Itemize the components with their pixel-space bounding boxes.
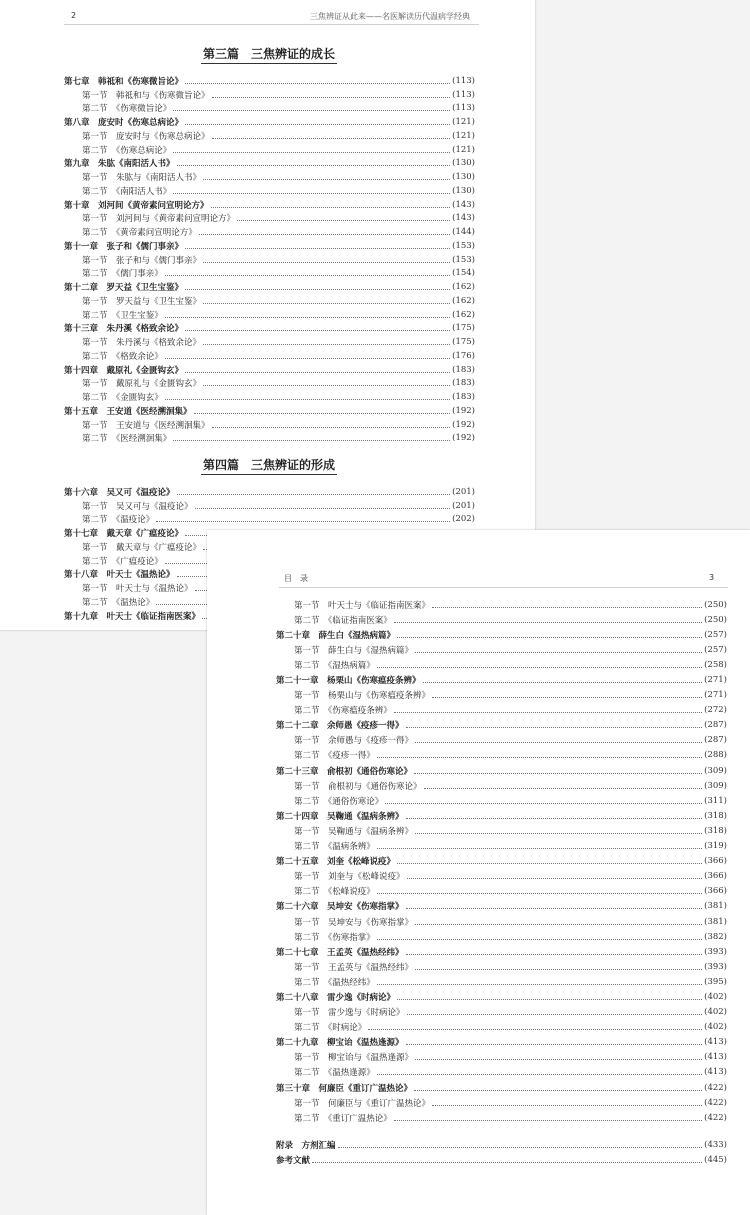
toc-section-entry bbox=[276, 642, 727, 657]
toc-entry-page: (250) bbox=[704, 614, 727, 625]
toc-section-entry bbox=[64, 253, 475, 267]
toc-section-entry bbox=[64, 432, 475, 446]
toc-entry-title: 第十六章 吴又可《温疫论》 bbox=[64, 487, 175, 498]
toc-entry-title: 参考文献 bbox=[276, 1155, 311, 1166]
toc-entry-title: 第二十二章 余师愚《疫疹一得》 bbox=[276, 721, 404, 732]
leader-dots bbox=[312, 1161, 702, 1163]
toc-section-entry bbox=[276, 1050, 727, 1065]
leader-dots bbox=[432, 606, 702, 608]
toc-entry-page: (257) bbox=[704, 644, 727, 655]
toc-entry-title: 第十一章 张子和《儒门事亲》 bbox=[64, 241, 184, 252]
leader-dots bbox=[377, 1073, 702, 1075]
leader-dots bbox=[173, 109, 450, 111]
toc-section-entry bbox=[276, 793, 727, 808]
toc-entry-title: 第一节 刘奎与《松峰说疫》 bbox=[294, 872, 405, 883]
leader-dots bbox=[185, 82, 450, 84]
toc-entry-page: (288) bbox=[704, 750, 727, 761]
toc-entry-page: (413) bbox=[704, 1052, 727, 1063]
toc-entry-page: (121) bbox=[452, 130, 475, 141]
toc-entry-page: (445) bbox=[704, 1154, 727, 1165]
toc-section-entry bbox=[64, 170, 475, 184]
toc-section-entry bbox=[64, 418, 475, 432]
toc-entry-title: 第二节 《温热经纬》 bbox=[294, 977, 375, 988]
leader-dots bbox=[415, 741, 702, 743]
leader-dots bbox=[397, 862, 702, 864]
toc-entry-page: (121) bbox=[452, 144, 475, 155]
toc-entry-title: 第二节 《湿热病篇》 bbox=[294, 660, 375, 671]
toc-entry-page: (366) bbox=[704, 856, 727, 867]
toc-entry-title: 第一节 叶天士与《温热论》 bbox=[82, 584, 193, 595]
leader-dots bbox=[211, 206, 451, 208]
toc-entry-title: 第二节 《重订广温热论》 bbox=[294, 1113, 392, 1124]
toc-entry-page: (402) bbox=[704, 1022, 727, 1033]
toc-chapter-entry bbox=[276, 1152, 727, 1167]
toc-section-entry bbox=[276, 869, 727, 884]
toc-entry-title: 第一节 叶天士与《临证指南医案》 bbox=[294, 600, 431, 611]
toc-chapter-entry bbox=[276, 1080, 727, 1095]
toc-chapter-entry bbox=[276, 627, 727, 642]
leader-dots bbox=[173, 192, 450, 194]
toc-entry-title: 第二节 《温热逢源》 bbox=[294, 1068, 375, 1079]
toc-chapter-entry bbox=[64, 363, 475, 377]
leader-dots bbox=[406, 817, 703, 819]
leader-dots bbox=[177, 493, 451, 495]
toc-entry-title: 第七章 韩祗和《伤寒微旨论》 bbox=[64, 76, 184, 87]
toc-section-entry bbox=[276, 823, 727, 838]
toc-section-entry bbox=[64, 335, 475, 349]
leader-dots bbox=[406, 953, 703, 955]
leader-dots bbox=[397, 636, 702, 638]
leader-dots bbox=[406, 1043, 703, 1045]
leader-dots bbox=[203, 384, 450, 386]
toc-entry-page: (319) bbox=[704, 841, 727, 852]
toc-chapter-entry bbox=[276, 718, 727, 733]
leader-dots bbox=[414, 1089, 702, 1091]
toc-entry-page: (257) bbox=[704, 629, 727, 640]
toc-entry-page: (130) bbox=[452, 185, 475, 196]
toc-entry-title: 第十九章 叶天士《临证指南医案》 bbox=[64, 611, 201, 622]
toc-chapter-entry bbox=[276, 989, 727, 1004]
toc-chapter-entry bbox=[64, 280, 475, 294]
leader-dots bbox=[212, 137, 451, 139]
toc-section-entry bbox=[276, 612, 727, 627]
toc-entry-title: 第一节 雷少逸与《时病论》 bbox=[294, 1008, 405, 1019]
toc-section-entry bbox=[64, 390, 475, 404]
toc-chapter-entry bbox=[276, 1137, 727, 1152]
toc-entry-title: 第二节 《医经溯洄集》 bbox=[82, 434, 172, 445]
toc-entry-title: 第二节 《广瘟疫论》 bbox=[82, 556, 163, 567]
toc-entry-page: (175) bbox=[452, 337, 475, 348]
toc-chapter-entry bbox=[64, 485, 475, 499]
leader-dots bbox=[394, 711, 702, 713]
toc-entry-title: 第一节 杨栗山与《伤寒瘟疫条辨》 bbox=[294, 691, 431, 702]
toc-chapter-entry bbox=[64, 404, 475, 418]
toc-entry-title: 第一节 吴又可与《温疫论》 bbox=[82, 501, 193, 512]
toc-entry-page: (183) bbox=[452, 378, 475, 389]
toc-chapter-entry bbox=[276, 854, 727, 869]
toc-entry-title: 第一节 韩祗和与《伤寒微旨论》 bbox=[82, 90, 210, 101]
toc-entry-title: 第十八章 叶天士《温热论》 bbox=[64, 570, 175, 581]
toc-entry-title: 第二节 《松峰说疫》 bbox=[294, 887, 375, 898]
toc-entry-page: (143) bbox=[452, 213, 475, 224]
toc-section-entry bbox=[276, 914, 727, 929]
toc-section-entry bbox=[276, 959, 727, 974]
toc-entry-title: 第二节 《临证指南医案》 bbox=[294, 615, 392, 626]
toc-entry-title: 第一节 朱丹溪与《格致余论》 bbox=[82, 338, 202, 349]
toc-section-entry bbox=[276, 839, 727, 854]
running-head: 三焦辨证从此来——名医解读历代温病学经典 bbox=[310, 12, 470, 21]
leader-dots bbox=[432, 1104, 702, 1106]
toc-entry-page: (309) bbox=[704, 780, 727, 791]
part-title-3: 第三篇 三焦辨证的成长 bbox=[201, 45, 337, 64]
toc-entry-page: (121) bbox=[452, 117, 475, 128]
toc-entry-page: (287) bbox=[704, 735, 727, 746]
leader-dots bbox=[407, 877, 703, 879]
leader-dots bbox=[338, 1146, 703, 1148]
toc-entry-page: (130) bbox=[452, 172, 475, 183]
toc-entry-title: 第一节 王安道与《医经溯洄集》 bbox=[82, 420, 210, 431]
leader-dots bbox=[377, 756, 702, 758]
toc-entry-title: 第二十六章 吴坤安《伤寒指掌》 bbox=[276, 902, 404, 913]
leader-dots bbox=[185, 371, 450, 373]
toc-entry-title: 第一节 朱肱与《南阳活人书》 bbox=[82, 173, 202, 184]
leader-dots bbox=[415, 968, 702, 970]
toc-entry-title: 第十二章 罗天益《卫生宝鉴》 bbox=[64, 283, 184, 294]
toc-section-entry bbox=[64, 143, 475, 157]
toc-chapter-entry bbox=[64, 157, 475, 171]
toc-entry-title: 第十章 刘河间《黄帝素问宣明论方》 bbox=[64, 200, 209, 211]
leader-dots bbox=[368, 1028, 702, 1030]
toc-section-entry bbox=[276, 657, 727, 672]
toc-section-entry bbox=[276, 884, 727, 899]
toc-section-entry bbox=[64, 184, 475, 198]
leader-dots bbox=[377, 892, 702, 894]
toc-entry-title: 第十三章 朱丹溪《格致余论》 bbox=[64, 324, 184, 335]
toc-entry-page: (422) bbox=[704, 1097, 727, 1108]
toc-chapter-entry bbox=[64, 239, 475, 253]
toc-entry-title: 第二节 《格致余论》 bbox=[82, 351, 163, 362]
page-number: 2 bbox=[71, 11, 77, 20]
toc-entry-title: 第九章 朱肱《南阳活人书》 bbox=[64, 159, 175, 170]
leader-dots bbox=[177, 164, 451, 166]
leader-dots bbox=[156, 520, 450, 522]
toc-chapter-entry bbox=[276, 763, 727, 778]
toc-entry-title: 第一节 庞安时与《伤寒总病论》 bbox=[82, 131, 210, 142]
toc-entry-page: (192) bbox=[452, 405, 475, 416]
toc-entry-page: (318) bbox=[704, 810, 727, 821]
toc-section-entry bbox=[276, 1110, 727, 1125]
toc-section-entry bbox=[64, 129, 475, 143]
leader-dots bbox=[212, 426, 451, 428]
toc-entry-title: 第二十三章 俞根初《通俗伤寒论》 bbox=[276, 766, 413, 777]
leader-dots bbox=[185, 288, 450, 290]
toc-entry-title: 第二节 《儒门事亲》 bbox=[82, 269, 163, 280]
toc-entry-page: (183) bbox=[452, 364, 475, 375]
toc-section-entry bbox=[276, 748, 727, 763]
part-title-4: 第四篇 三焦辨证的形成 bbox=[201, 456, 337, 475]
toc-entry-title: 第二节 《伤寒总病论》 bbox=[82, 145, 172, 156]
toc-entry-title: 第十七章 戴天章《广瘟疫论》 bbox=[64, 529, 184, 540]
toc-entry-title: 第二十一章 杨栗山《伤寒瘟疫条辨》 bbox=[276, 676, 421, 687]
toc-entry-page: (113) bbox=[452, 75, 475, 86]
toc-entry-title: 第二节 《黄帝素问宣明论方》 bbox=[82, 228, 197, 239]
leader-dots bbox=[194, 412, 451, 414]
toc-entry-title: 第二节 《卫生宝鉴》 bbox=[82, 310, 163, 321]
toc-section-entry bbox=[64, 308, 475, 322]
toc-section-entry bbox=[276, 929, 727, 944]
toc-entry-title: 附录 方剂汇编 bbox=[276, 1140, 336, 1151]
toc-entry-page: (393) bbox=[704, 946, 727, 957]
toc-chapter-entry bbox=[276, 944, 727, 959]
toc-entry-page: (162) bbox=[452, 295, 475, 306]
toc-entry-title: 第二十章 薛生白《湿热病篇》 bbox=[276, 630, 396, 641]
toc-entry-title: 第二节 《伤寒指掌》 bbox=[294, 932, 375, 943]
toc-entry-title: 第二节 《南阳活人书》 bbox=[82, 186, 172, 197]
toc-entry-title: 第一节 张子和与《儒门事亲》 bbox=[82, 255, 202, 266]
leader-dots bbox=[377, 983, 702, 985]
toc-entry-page: (381) bbox=[704, 901, 727, 912]
toc-entry-title: 第二节 《温病条辨》 bbox=[294, 842, 375, 853]
toc-entry-title: 第一节 何廉臣与《重订广温热论》 bbox=[294, 1098, 431, 1109]
leader-dots bbox=[406, 726, 703, 728]
toc-entry-page: (113) bbox=[452, 103, 475, 114]
toc-entry-page: (153) bbox=[452, 240, 475, 251]
toc-entry-page: (162) bbox=[452, 309, 475, 320]
leader-dots bbox=[185, 329, 450, 331]
leader-dots bbox=[185, 123, 450, 125]
toc-entry-title: 第一节 俞根初与《通俗伤寒论》 bbox=[294, 781, 422, 792]
toc-entry-page: (202) bbox=[452, 514, 475, 525]
toc-section-entry bbox=[64, 349, 475, 363]
toc-entry-title: 第二节 《疫疹一得》 bbox=[294, 751, 375, 762]
leader-dots bbox=[203, 178, 450, 180]
toc-entry-title: 第二十四章 吴鞠通《温病条辨》 bbox=[276, 811, 404, 822]
toc-entry-page: (113) bbox=[452, 89, 475, 100]
toc-section-entry bbox=[276, 688, 727, 703]
leader-dots bbox=[199, 233, 450, 235]
toc-chapter-entry bbox=[64, 115, 475, 129]
toc-entry-page: (192) bbox=[452, 419, 475, 430]
leader-dots bbox=[407, 1013, 703, 1015]
toc-entry-title: 第一节 柳宝诒与《温热逢源》 bbox=[294, 1053, 414, 1064]
toc-section-entry bbox=[64, 294, 475, 308]
toc-entry-page: (258) bbox=[704, 659, 727, 670]
toc-entry-page: (287) bbox=[704, 720, 727, 731]
toc-section-entry bbox=[276, 778, 727, 793]
toc-entry-page: (413) bbox=[704, 1067, 727, 1078]
toc-section-entry bbox=[276, 733, 727, 748]
header-rule bbox=[64, 24, 479, 25]
header-rule bbox=[279, 587, 728, 588]
toc-entry-page: (402) bbox=[704, 1007, 727, 1018]
toc-section-entry bbox=[64, 102, 475, 116]
leader-dots bbox=[237, 219, 450, 221]
toc-entry-page: (154) bbox=[452, 268, 475, 279]
leader-dots bbox=[394, 1119, 702, 1121]
leader-dots bbox=[397, 998, 702, 1000]
toc-section-entry bbox=[276, 703, 727, 718]
toc-entry-page: (402) bbox=[704, 991, 727, 1002]
toc-entry-title: 第一节 罗天益与《卫生宝鉴》 bbox=[82, 296, 202, 307]
toc-chapter-entry bbox=[64, 74, 475, 88]
toc-entry-page: (176) bbox=[452, 350, 475, 361]
toc-entry-title: 第一节 戴原礼与《金匮钩玄》 bbox=[82, 379, 202, 390]
leader-dots bbox=[173, 151, 450, 153]
toc-entry-title: 第二节 《温热论》 bbox=[82, 597, 155, 608]
toc-entry-page: (271) bbox=[704, 690, 727, 701]
toc-entry-page: (381) bbox=[704, 916, 727, 927]
leader-dots bbox=[415, 651, 702, 653]
toc-entry-title: 第二节 《温疫论》 bbox=[82, 515, 155, 526]
leader-dots bbox=[203, 302, 450, 304]
page-number: 3 bbox=[709, 573, 715, 582]
toc-section-entry bbox=[276, 1095, 727, 1110]
leader-dots bbox=[406, 907, 703, 909]
toc-entry-page: (201) bbox=[452, 500, 475, 511]
toc-entry-page: (422) bbox=[704, 1082, 727, 1093]
toc-section-entry bbox=[276, 597, 727, 612]
leader-dots bbox=[414, 772, 702, 774]
toc-chapter-entry bbox=[276, 808, 727, 823]
leader-dots bbox=[423, 681, 703, 683]
toc-section-entry bbox=[64, 88, 475, 102]
leader-dots bbox=[377, 666, 702, 668]
toc-entry-title: 第一节 刘河间与《黄帝素问宣明论方》 bbox=[82, 214, 236, 225]
toc-entry-title: 第十四章 戴原礼《金匮钩玄》 bbox=[64, 365, 184, 376]
toc-entry-title: 第一节 薛生白与《湿热病篇》 bbox=[294, 645, 414, 656]
leader-dots bbox=[165, 398, 450, 400]
toc-entry-page: (271) bbox=[704, 675, 727, 686]
toc-entry-title: 第二节 《通俗伤寒论》 bbox=[294, 796, 384, 807]
toc-entry-page: (250) bbox=[704, 599, 727, 610]
leader-dots bbox=[415, 1058, 702, 1060]
toc-entry-page: (192) bbox=[452, 433, 475, 444]
toc-entry-title: 第二节 《时病论》 bbox=[294, 1023, 367, 1034]
leader-dots bbox=[415, 923, 702, 925]
toc-entry-page: (144) bbox=[452, 227, 475, 238]
leader-dots bbox=[394, 621, 702, 623]
toc-entry-title: 第一节 吴坤安与《伤寒指掌》 bbox=[294, 917, 414, 928]
toc-entry-page: (183) bbox=[452, 392, 475, 403]
toc-chapter-entry bbox=[276, 1035, 727, 1050]
toc-chapter-entry bbox=[276, 672, 727, 687]
toc-entry-page: (311) bbox=[704, 795, 727, 806]
toc-section-entry bbox=[276, 1065, 727, 1080]
toc-entry-title: 第一节 余师愚与《疫疹一得》 bbox=[294, 736, 414, 747]
toc-entry-page: (366) bbox=[704, 871, 727, 882]
toc-entry-title: 第二十五章 刘奎《松峰说疫》 bbox=[276, 857, 396, 868]
toc-section-entry bbox=[64, 225, 475, 239]
toc-entry-title: 第一节 王孟英与《温热经纬》 bbox=[294, 962, 414, 973]
toc-entry-page: (153) bbox=[452, 254, 475, 265]
leader-dots bbox=[195, 507, 451, 509]
leader-dots bbox=[377, 938, 702, 940]
leader-dots bbox=[385, 802, 702, 804]
leader-dots bbox=[165, 274, 450, 276]
leader-dots bbox=[165, 316, 450, 318]
toc-entry-page: (309) bbox=[704, 765, 727, 776]
toc-entry-title: 第三十章 何廉臣《重订广温热论》 bbox=[276, 1083, 413, 1094]
toc-entry-page: (395) bbox=[704, 976, 727, 987]
toc-entry-page: (422) bbox=[704, 1112, 727, 1123]
toc-entry-page: (130) bbox=[452, 158, 475, 169]
toc-list-part3 bbox=[64, 74, 475, 445]
toc-entry-title: 第一节 戴天章与《广瘟疫论》 bbox=[82, 542, 202, 553]
toc-entry-title: 第二节 《伤寒瘟疫条辨》 bbox=[294, 706, 392, 717]
leader-dots bbox=[203, 261, 450, 263]
toc-section-entry bbox=[276, 1020, 727, 1035]
toc-entry-page: (382) bbox=[704, 931, 727, 942]
toc-entry-page: (201) bbox=[452, 486, 475, 497]
toc-entry-title: 第十五章 王安道《医经溯洄集》 bbox=[64, 406, 192, 417]
toc-entry-page: (272) bbox=[704, 705, 727, 716]
toc-section-entry bbox=[64, 267, 475, 281]
toc-entry-title: 第二节 《伤寒微旨论》 bbox=[82, 104, 172, 115]
toc-section-entry bbox=[276, 1005, 727, 1020]
toc-chapter-entry bbox=[64, 322, 475, 336]
toc-entry-page: (162) bbox=[452, 282, 475, 293]
toc-entry-title: 第二十八章 雷少逸《时病论》 bbox=[276, 992, 396, 1003]
toc-section-entry bbox=[276, 974, 727, 989]
leader-dots bbox=[165, 357, 450, 359]
toc-entry-page: (175) bbox=[452, 323, 475, 334]
toc-entry-page: (413) bbox=[704, 1037, 727, 1048]
toc-entry-page: (318) bbox=[704, 825, 727, 836]
leader-dots bbox=[424, 787, 703, 789]
leader-dots bbox=[415, 832, 702, 834]
toc-entry-page: (433) bbox=[704, 1139, 727, 1150]
toc-entry-title: 第二十七章 王孟英《温热经纬》 bbox=[276, 947, 404, 958]
leader-dots bbox=[377, 847, 702, 849]
toc-page-3 bbox=[207, 530, 750, 1215]
toc-entry-page: (143) bbox=[452, 199, 475, 210]
leader-dots bbox=[203, 343, 450, 345]
toc-entry-page: (366) bbox=[704, 886, 727, 897]
toc-list-continued bbox=[276, 597, 727, 1167]
leader-dots bbox=[173, 439, 450, 441]
toc-section-entry bbox=[64, 212, 475, 226]
toc-section-entry bbox=[64, 499, 475, 513]
toc-entry-title: 第一节 吴鞠通与《温病条辨》 bbox=[294, 826, 414, 837]
leader-dots bbox=[185, 247, 450, 249]
running-head: 目 录 bbox=[284, 574, 308, 583]
leader-dots bbox=[212, 96, 451, 98]
toc-entry-title: 第八章 庞安时《伤寒总病论》 bbox=[64, 118, 184, 129]
toc-entry-page: (393) bbox=[704, 961, 727, 972]
toc-entry-title: 第二十九章 柳宝诒《温热逢源》 bbox=[276, 1038, 404, 1049]
toc-entry-title: 第二节 《金匮钩玄》 bbox=[82, 393, 163, 404]
toc-section-entry bbox=[64, 513, 475, 527]
toc-section-entry bbox=[64, 377, 475, 391]
leader-dots bbox=[432, 696, 702, 698]
toc-chapter-entry bbox=[276, 899, 727, 914]
toc-chapter-entry bbox=[64, 198, 475, 212]
